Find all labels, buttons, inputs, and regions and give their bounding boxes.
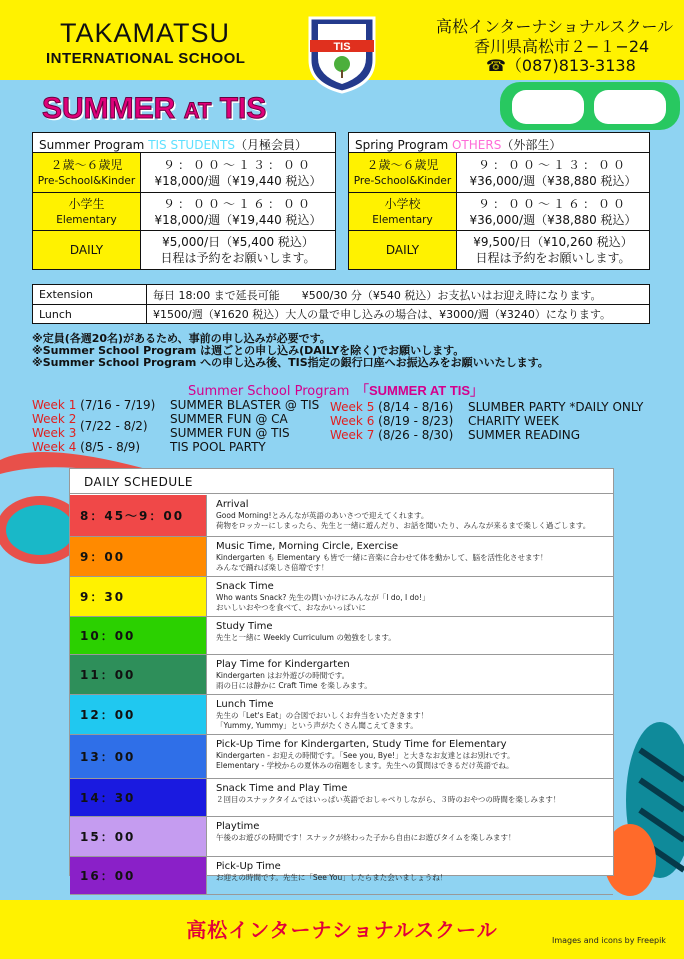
week-item: [32, 398, 155, 412]
schedule-description: [207, 735, 613, 778]
label-text: 小学生: [68, 196, 105, 211]
week-item: [330, 428, 453, 442]
row-value: [457, 193, 649, 230]
schedule-detail: 先生の「Let's Eat」の合図でおいしくお弁当をいただきます！: [216, 711, 429, 720]
weeks-right: [330, 400, 453, 442]
schedule-detail: 午後のお遊びの時間です！スナックが終わった子から自由にお遊びタイムを楽しみます！: [216, 833, 516, 842]
note-line: ※Summer School Program への申し込み後、TIS指定の銀行口座へお振込みをお願いいたします。: [32, 356, 549, 369]
week-title: SUMMER FUN @ CA: [170, 412, 288, 426]
schedule-activity: Snack Time and Play Time: [216, 783, 348, 794]
table-row: [349, 231, 649, 269]
program-students-table: [32, 132, 336, 270]
others-header-suffix: （外部生）: [501, 138, 562, 152]
at-word: AT: [183, 98, 212, 123]
schedule-detail: ２回目のスナックタイムではいっぱい英語でおしゃべりしながら、３時のおやつの時間を楽しみます！: [216, 795, 561, 804]
week-dates: (8/5 - 8/9): [76, 440, 141, 454]
week-item: [330, 400, 453, 414]
table-row: [349, 153, 649, 193]
logo-title: TAKAMATSU: [60, 18, 231, 48]
daily-schedule: [69, 468, 614, 883]
sublabel-text: Pre-School&Kinder: [37, 174, 136, 187]
schedule-row: [70, 779, 613, 817]
row-label: [33, 153, 141, 192]
weeks-right-titles: [468, 400, 643, 442]
schedule-description: [207, 857, 613, 894]
row-label: [349, 153, 457, 192]
row-label: [33, 193, 141, 230]
schedule-activity: Pick-Up Time: [216, 861, 281, 872]
schedule-description: [207, 577, 613, 616]
week-name: Week 1: [32, 398, 77, 412]
price-text: ¥18,000/週（¥19,440 税込）: [154, 173, 322, 188]
schedule-row: [70, 817, 613, 857]
schedule-time: 8：45〜9：00: [70, 495, 207, 536]
extras-value: 毎日 18:00 まで延長可能 ¥500/30 分（¥540 税込）お支払いはお迎え時になります。: [153, 288, 602, 302]
schedule-heading: DAILY SCHEDULE: [70, 469, 613, 494]
schedule-activity: Playtime: [216, 821, 260, 832]
crest-icon: [306, 14, 378, 94]
row-value: [457, 231, 649, 269]
crest-text: TIS: [333, 41, 351, 53]
program-others-header: [349, 133, 649, 153]
address: 香川県高松市２−１−24: [474, 37, 650, 56]
schedule-detail: Kindergarten はお外遊びの時間です。: [216, 671, 350, 680]
time-text: ¥9,500/日（¥10,260 税込）: [473, 235, 633, 249]
label-text: DAILY: [69, 243, 104, 257]
row-value: [457, 153, 649, 192]
week-dates: (8/14 - 8/16): [374, 400, 454, 414]
schedule-time: 13：00: [70, 735, 207, 778]
schedule-detail: 先生と一緒に Weekly Curriculum の勉強をします。: [216, 633, 396, 642]
schedule-description: [207, 655, 613, 694]
summer-program-label: Summer School Program: [188, 384, 363, 399]
program-students-header: [33, 133, 335, 153]
week-name: Week 5: [330, 400, 375, 414]
summer-word: SUMMER: [42, 92, 176, 125]
time-text: ９：００〜１３：００: [162, 157, 313, 172]
note-line: ※定員(各週20名)があるため、事前の申し込みが必要です。: [32, 332, 331, 345]
schedule-description: [207, 695, 613, 734]
time-text: ９：００〜１６：００: [162, 196, 313, 211]
schedule-time: 14：30: [70, 779, 207, 816]
school-name-jp: 高松インターナショナルスクール: [436, 17, 674, 36]
logo-subtitle: INTERNATIONAL SCHOOL: [46, 50, 246, 67]
week-name: Week 2: [32, 412, 77, 426]
row-value: [141, 231, 335, 269]
schedule-row: [70, 857, 613, 895]
schedule-row: [70, 495, 613, 537]
schedule-activity: Snack Time: [216, 581, 274, 592]
schedule-row: [70, 617, 613, 655]
week-title: CHARITY WEEK: [468, 414, 559, 428]
label-text: ２歳〜６歳児: [366, 157, 439, 172]
schedule-time: 16：00: [70, 857, 207, 894]
schedule-detail: みんなで踊れば楽しさ倍増です！: [216, 563, 329, 572]
schedule-detail: Who wants Snack? 先生の問いかけにみんなが「I do, I do!」: [216, 593, 430, 602]
summer-program-title: [188, 380, 483, 399]
schedule-activity: Lunch Time: [216, 699, 274, 710]
image-credit: Images and icons by Freepik: [552, 936, 666, 945]
students-header-suffix: （月極会員）: [234, 138, 307, 152]
price-text: ¥18,000/週（¥19,440 税込）: [154, 212, 322, 227]
row-value: [141, 193, 335, 230]
schedule-row: [70, 577, 613, 617]
week-item: [32, 440, 155, 454]
schedule-detail: 雨の日には静かに Craft Time を楽しみます。: [216, 681, 372, 690]
week-title: SUMMER FUN @ TIS: [170, 426, 290, 440]
schedule-activity: Study Time: [216, 621, 273, 632]
table-row: [33, 231, 335, 269]
week-name: Week 4: [32, 440, 77, 454]
schedule-row: [70, 735, 613, 779]
price-text: ¥36,000/週（¥38,880 税込）: [469, 173, 637, 188]
note-line: ※Summer School Program は週ごとの申し込み(DAILYを除く)でお願いします。: [32, 344, 465, 357]
row-value: [141, 153, 335, 192]
extras-table: [32, 284, 650, 324]
schedule-time: 15：00: [70, 817, 207, 856]
schedule-time: 11：00: [70, 655, 207, 694]
students-header-highlight: TIS STUDENTS: [148, 138, 235, 152]
notes: [32, 333, 549, 369]
week-dates: (8/26 - 8/30): [374, 428, 454, 442]
others-header-prefix: Spring Program: [355, 138, 452, 152]
price-text: 日程は予約をお願いします。: [475, 251, 631, 265]
schedule-row: [70, 537, 613, 577]
week-dates: (7/16 - 7/19): [76, 398, 156, 412]
schedule-detail: 荷物をロッカーにしまったら、先生と一緒に遊んだり、お話を聞いたり、みんなが来るまで楽しく過ごします。: [216, 521, 591, 530]
weeks-left-titles: [170, 398, 319, 454]
schedule-time: 9：30: [70, 577, 207, 616]
row-label: [349, 231, 457, 269]
schedule-activity: Arrival: [216, 499, 249, 510]
week-dates: (8/19 - 8/23): [374, 414, 454, 428]
schedule-row: [70, 695, 613, 735]
schedule-description: [207, 779, 613, 816]
week-name: Week 6: [330, 414, 375, 428]
footer-school-name: 高松インターナショナルスクール: [186, 918, 498, 942]
schedule-activity: Music Time, Morning Circle, Exercise: [216, 541, 399, 552]
summer-program-highlight: 「SUMMER AT TIS」: [362, 383, 484, 398]
extras-key: Lunch: [33, 305, 147, 323]
week-dates: (7/22 - 8/2): [80, 419, 148, 433]
schedule-activity: Pick-Up Time for Kindergarten, Study Time for Elementary: [216, 739, 507, 750]
extras-key: Extension: [33, 285, 147, 304]
schedule-detail: お迎えの時間です。先生に「See You」したらまた会いましょうね！: [216, 873, 448, 882]
sublabel-text: Elementary: [372, 213, 433, 226]
price-text: 日程は予約をお願いします。: [160, 251, 316, 265]
schedule-time: 9：00: [70, 537, 207, 576]
schedule-description: [207, 817, 613, 856]
week-item: [330, 414, 453, 428]
others-header-highlight: OTHERS: [451, 138, 502, 152]
table-row: [33, 285, 649, 304]
schedule-detail: Kindergarten も Elementary も皆で一緒に音楽に合わせて体を動かして、脳を活性化させます！: [216, 553, 548, 562]
table-row: [349, 193, 649, 231]
extras-value: ¥1500/週（¥1620 税込）大人の量で申し込みの場合は、¥3000/週（¥3240）になります。: [153, 308, 611, 321]
week-name: Week 7: [330, 428, 375, 442]
price-text: ¥36,000/週（¥38,880 税込）: [469, 212, 637, 227]
schedule-description: [207, 617, 613, 654]
row-label: [33, 231, 141, 269]
tis-word: TIS: [219, 92, 267, 125]
summer-title: [42, 92, 266, 126]
schedule-detail: Kindergarten - お迎えの時間です。「See you, Bye!」と大きなお友達とはお別れです。: [216, 751, 515, 760]
table-row: [33, 193, 335, 231]
label-text: 小学校: [384, 196, 421, 211]
week-title: SUMMER READING: [468, 428, 581, 442]
schedule-detail: 「Yummy, Yummy」という声がたくさん聞こえてきます。: [216, 721, 418, 730]
schedule-time: 10：00: [70, 617, 207, 654]
time-text: ９：００〜１６：００: [477, 196, 628, 211]
week-title: SLUMBER PARTY *DAILY ONLY: [468, 400, 644, 414]
schedule-description: [207, 495, 613, 536]
time-text: ９：００〜１３：００: [477, 157, 628, 172]
sublabel-text: Elementary: [56, 213, 117, 226]
sublabel-text: Pre-School&Kinder: [353, 174, 452, 187]
schedule-activity: Play Time for Kindergarten: [216, 659, 350, 670]
goggles-icon: [490, 74, 684, 134]
schedule-detail: おいしいおやつを食べて、おなかいっぱいに: [216, 603, 366, 612]
schedule-description: [207, 537, 613, 576]
week-title: SUMMER BLASTER @ TIS: [170, 398, 320, 412]
schedule-time: 12：00: [70, 695, 207, 734]
row-label: [349, 193, 457, 230]
schedule-detail: Good Morning!とみんなが英語のあいさつで迎えてくれます。: [216, 511, 429, 520]
time-text: ¥5,000/日（¥5,400 税込）: [162, 235, 314, 249]
week-name: Week 3: [32, 426, 77, 440]
phone-number: ☎（087)813-3138: [486, 56, 636, 75]
schedule-detail: Elementary - 学校からの夏休みの宿題をします。先生への質問はできるだけ英語でね。: [216, 761, 514, 770]
week-title: TIS POOL PARTY: [170, 440, 266, 454]
students-header-prefix: Summer Program: [39, 138, 149, 152]
label-text: DAILY: [385, 243, 420, 257]
schedule-row: [70, 655, 613, 695]
program-others-table: [348, 132, 650, 270]
table-row: [33, 304, 649, 323]
table-row: [33, 153, 335, 193]
label-text: ２歳〜６歳児: [50, 157, 123, 172]
